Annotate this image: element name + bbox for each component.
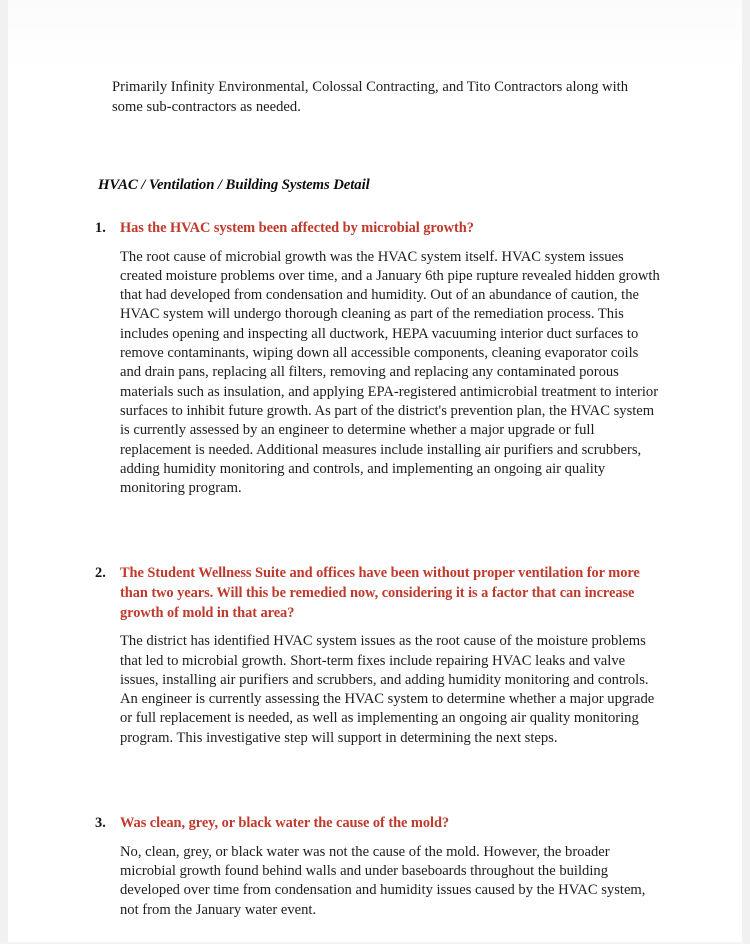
intro-paragraph: Primarily Infinity Environmental, Colossal Contracting, and Tito Contractors along with some sub-contractors as needed.: [112, 79, 629, 115]
qa-list: [90, 219, 660, 920]
qa-number-2: 2.: [95, 565, 106, 582]
qa-answer-3: No, clean, grey, or black water was not the cause of the mold. However, the broader microbial growth found behind walls and under baseboards throughout the building developed over time from condensation and humidity issues caused by the HVAC system, not from the January water event.: [120, 843, 646, 918]
qa-number-3: 3.: [95, 815, 106, 832]
qa-question-2: The Student Wellness Suite and offices have been without proper ventilation for more than two years. Will this be remedied now, considering it is a factor that can increase growth of mold in that area?: [120, 565, 640, 621]
qa-question-3: Was clean, grey, or black water the cause of the mold?: [120, 815, 450, 832]
qa-answer-1: The root cause of microbial growth was the HVAC system itself. HVAC system issues created moisture problems over time, and a January 6th pipe rupture revealed hidden growth that had developed from condensation and humidity. Out of an abundance of caution, the HVAC system will undergo thorough cleaning as part of the remediation process. This includes opening and inspecting all ductwork, HEPA vacuuming interior duct surfaces to remove contaminants, wiping down all accessible components, cleaning evaporator coils and drain pans, replacing all filters, removing and replacing any contaminated porous materials such as insulation, and applying EPA-registered antimicrobial treatment to interior surfaces to inhibit future growth. As part of the district's prevention plan, the HVAC system is currently assessed by an engineer to determine whether a major upgrade or full replacement is needed. Additional measures include installing air purifiers and scrubbers, adding humidity monitoring and controls, and implementing an ongoing air quality monitoring program.: [120, 248, 660, 497]
qa-question-1: Has the HVAC system been affected by microbial growth?: [120, 220, 474, 236]
page-content: [8, 0, 742, 920]
qa-number-1: 1.: [95, 220, 106, 236]
qa-answer-2: The district has identified HVAC system issues as the root cause of the moisture problems that led to microbial growth. Short-term fixes include repairing HVAC leaks and valve issues, installing air purifiers and scrubbers, and adding humidity monitoring and controls. An engineer is currently assessing the HVAC system to determine whether a major upgrade or full replacement is needed, as well as implementing an ongoing air quality monitoring program. This investigative step will support in determining the next steps.: [120, 633, 655, 746]
qa-item-1: [90, 219, 660, 498]
section-heading: HVAC / Ventilation / Building Systems Detail: [98, 177, 370, 193]
qa-item-3: [90, 814, 660, 920]
qa-item-2: [90, 564, 660, 748]
